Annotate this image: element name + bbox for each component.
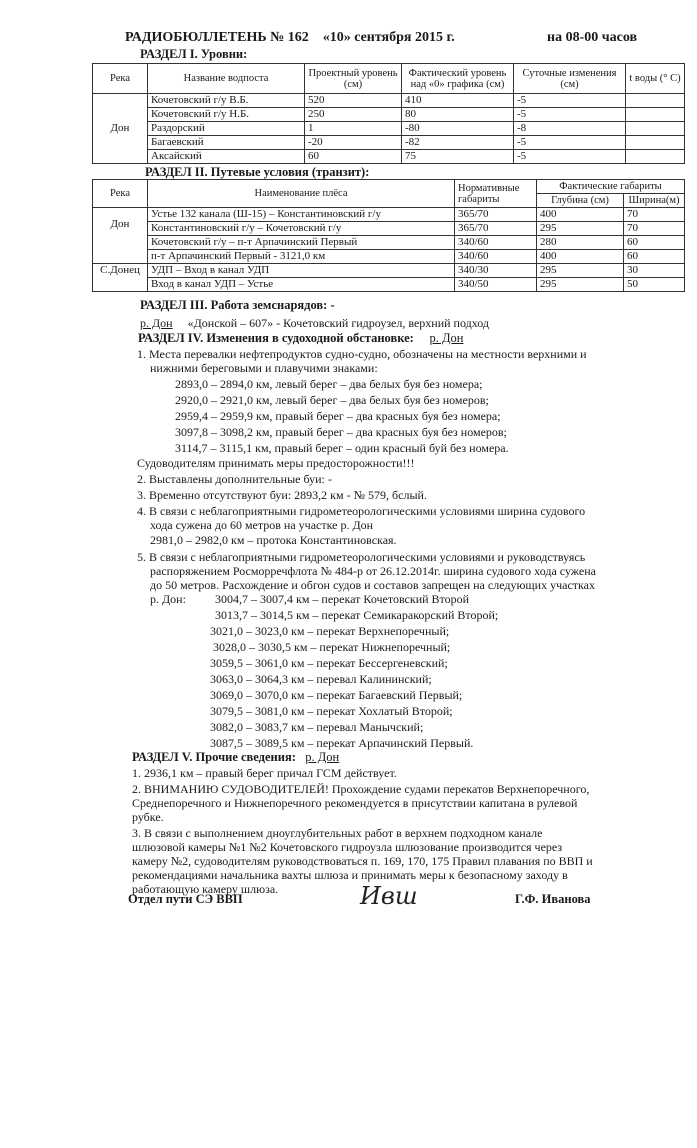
s5-p3c: камеру №2, судоводителям руководствоваться п. 169, 170, 175 Правил плавания по ВВП и bbox=[132, 854, 593, 868]
section3-text: «Донской – 607» - Кочетовский гидроузел, верхний подход bbox=[187, 316, 490, 330]
levels-fact: 80 bbox=[402, 108, 514, 122]
footer-name: Г.Ф. Иванова bbox=[515, 892, 591, 906]
table-row bbox=[93, 236, 685, 250]
s4-p1-item: 3097,8 – 3098,2 км, правый берег – два красных буя без номеров; bbox=[175, 425, 507, 439]
s4-p5-item: 3087,5 – 3089,5 км – перекат Арпачинский Первый. bbox=[210, 736, 474, 750]
bulletin-title: РАДИОБЮЛЛЕТЕНЬ № 162 bbox=[125, 30, 309, 45]
levels-name: Кочетовский г/у В.Б. bbox=[148, 94, 305, 108]
s4-p5-item: 3059,5 – 3061,0 км – перекат Бессергеневский; bbox=[210, 656, 448, 670]
transit-width: 70 bbox=[624, 208, 685, 222]
levels-name: Кочетовский г/у Н.Б. bbox=[148, 108, 305, 122]
levels-name: Аксайский bbox=[148, 150, 305, 164]
levels-name: Багаевский bbox=[148, 136, 305, 150]
s4-p4a: 4. В связи с неблагоприятными гидрометеорологическими условиями ширина судового bbox=[137, 504, 586, 518]
s4-p3: 3. Временно отсутствуют буи: 2893,2 км - № 579, бслый. bbox=[137, 488, 427, 502]
levels-proj: 1 bbox=[305, 122, 402, 136]
levels-change: -8 bbox=[514, 122, 626, 136]
bulletin-header bbox=[125, 30, 638, 46]
transit-header-width: Ширина(м) bbox=[624, 194, 685, 208]
transit-river-don: Дон bbox=[93, 208, 148, 264]
section2-title: РАЗДЕЛ II. Путевые условия (транзит): bbox=[145, 165, 370, 179]
transit-width: 60 bbox=[624, 236, 685, 250]
transit-river-sdonets: С.Донец bbox=[93, 264, 148, 292]
footer-dept: Отдел пути СЭ ВВП bbox=[128, 892, 243, 906]
section4-river: р. Дон bbox=[429, 331, 464, 345]
s4-p1-item: 2959,4 – 2959,9 км, правый берег – два красных буя без номера; bbox=[175, 409, 501, 423]
s4-p1-item: 3114,7 – 3115,1 км, правый берег – один красный буй без номера. bbox=[175, 441, 509, 455]
levels-change: -5 bbox=[514, 94, 626, 108]
bulletin-time: на 08-00 часов bbox=[547, 30, 638, 45]
levels-temp bbox=[626, 136, 685, 150]
s4-p1a: 1. Места перевалки нефтепродуктов судно-судно, обозначены на местности верхними и bbox=[137, 347, 587, 361]
s4-p5c: до 50 метров. Расхождение и обгон судов и составов запрещен на следующих участках bbox=[150, 578, 595, 592]
levels-temp bbox=[626, 108, 685, 122]
levels-header-name: Название водпоста bbox=[148, 64, 305, 94]
s4-p4b: хода сужена до 60 метров на участке р. Дон bbox=[150, 518, 374, 532]
s4-p1b: нижними береговыми и плавучими знаками: bbox=[150, 361, 378, 375]
table-row bbox=[93, 264, 685, 278]
transit-depth: 295 bbox=[537, 222, 624, 236]
s4-p5-item: 3013,7 – 3014,5 км – перекат Семикаракорский Второй; bbox=[215, 608, 499, 622]
levels-header-proj: Проектный уровень (см) bbox=[305, 64, 402, 94]
s5-p1: 1. 2936,1 км – правый берег причал ГСМ действует. bbox=[132, 766, 397, 780]
table-row bbox=[93, 222, 685, 236]
s4-p5a: 5. В связи с неблагоприятными гидрометеорологическими условиями и руководствуясь bbox=[137, 550, 586, 564]
signature: Ивш bbox=[360, 882, 418, 910]
s4-p5-river: р. Дон: bbox=[150, 592, 186, 606]
section3-line bbox=[140, 316, 489, 330]
s4-p5-item: 3079,5 – 3081,0 км – перекат Хохлатый Второй; bbox=[210, 704, 453, 718]
levels-fact: 75 bbox=[402, 150, 514, 164]
s5-p3e: работающую камеру шлюза. bbox=[132, 882, 279, 896]
transit-width: 50 bbox=[624, 278, 685, 292]
transit-name: Вход в канал УДП – Устье bbox=[148, 278, 455, 292]
section4-title-line bbox=[138, 331, 463, 346]
levels-temp bbox=[626, 150, 685, 164]
transit-name: Устье 132 канала (Ш-15) – Константиновский г/у bbox=[148, 208, 455, 222]
s4-p5-item: 3004,7 – 3007,4 км – перекат Кочетовский Второй bbox=[215, 592, 470, 606]
transit-norm: 340/60 bbox=[455, 236, 537, 250]
bulletin-date: «10» сентября 2015 г. bbox=[322, 30, 455, 45]
s4-p5-item: 3069,0 – 3070,0 км – перекат Багаевский Первый; bbox=[210, 688, 463, 702]
transit-norm: 365/70 bbox=[455, 222, 537, 236]
transit-norm: 340/60 bbox=[455, 250, 537, 264]
section5-title: РАЗДЕЛ V. Прочие сведения: bbox=[132, 750, 296, 764]
s5-p3b: шлюзовой камеры №1 №2 Кочетовского гидроузла шлюзование производится через bbox=[132, 840, 563, 854]
s4-p5-item: 3028,0 – 3030,5 км – перекат Нижнепоречный; bbox=[213, 640, 451, 654]
s5-p3d: рекомендациями начальника вахты шлюза и принимать меры к безопасному заходу в bbox=[132, 868, 568, 882]
levels-fact: 410 bbox=[402, 94, 514, 108]
levels-table bbox=[92, 63, 685, 164]
levels-header-fact: Фактический уровень над «0» графика (см) bbox=[402, 64, 514, 94]
s5-p2b: Среднепоречного и Нижнепоречного рекомендуется в присутствии капитана в рулевой bbox=[132, 796, 578, 810]
levels-header-river: Река bbox=[93, 64, 148, 94]
levels-proj: 520 bbox=[305, 94, 402, 108]
s4-p5b: распоряжением Росморречфлота № 484-р от 26.12.2014г. ширина судового хода сужена bbox=[150, 564, 596, 578]
section4-title: РАЗДЕЛ IV. Изменения в судоходной обстановке: bbox=[138, 331, 414, 345]
transit-width: 60 bbox=[624, 250, 685, 264]
s4-p1-item: 2920,0 – 2921,0 км, левый берег – два белых буя без номеров; bbox=[175, 393, 489, 407]
s4-warning: Судоводителям принимать меры предосторожности!!! bbox=[137, 456, 415, 470]
s4-p5-item: 3063,0 – 3064,3 км – перевал Калининский; bbox=[210, 672, 432, 686]
table-row bbox=[93, 94, 685, 108]
table-row bbox=[93, 208, 685, 222]
levels-proj: 250 bbox=[305, 108, 402, 122]
s4-p2: 2. Выставлены дополнительные буи: - bbox=[137, 472, 332, 486]
transit-depth: 400 bbox=[537, 250, 624, 264]
section1-title: РАЗДЕЛ I. Уровни: bbox=[140, 47, 248, 61]
section3-title: РАЗДЕЛ III. Работа земснарядов: - bbox=[140, 298, 335, 312]
transit-width: 70 bbox=[624, 222, 685, 236]
transit-depth: 280 bbox=[537, 236, 624, 250]
section5-title-line bbox=[132, 750, 339, 765]
transit-depth: 400 bbox=[537, 208, 624, 222]
levels-proj: 60 bbox=[305, 150, 402, 164]
transit-header-river: Река bbox=[93, 180, 148, 208]
transit-name: п-т Арпачинский Первый - 3121,0 км bbox=[148, 250, 455, 264]
table-row bbox=[93, 136, 685, 150]
levels-change: -5 bbox=[514, 136, 626, 150]
table-row bbox=[93, 122, 685, 136]
transit-depth: 295 bbox=[537, 278, 624, 292]
levels-fact: -80 bbox=[402, 122, 514, 136]
table-row bbox=[93, 150, 685, 164]
levels-header-temp: t воды (° С) bbox=[626, 64, 685, 94]
section3-river: р. Дон bbox=[140, 316, 173, 330]
levels-change: -5 bbox=[514, 150, 626, 164]
transit-depth: 295 bbox=[537, 264, 624, 278]
table-row bbox=[93, 278, 685, 292]
transit-header-fact: Фактические габариты bbox=[537, 180, 685, 194]
s4-p1-item: 2893,0 – 2894,0 км, левый берег – два белых буя без номера; bbox=[175, 377, 483, 391]
s5-p2a: 2. ВНИМАНИЮ СУДОВОДИТЕЛЕЙ! Прохождение судами перекатов Верхнепоречного, bbox=[132, 782, 590, 796]
table-row bbox=[93, 250, 685, 264]
transit-width: 30 bbox=[624, 264, 685, 278]
transit-name: УДП – Вход в канал УДП bbox=[148, 264, 455, 278]
s5-p2c: рубке. bbox=[132, 810, 164, 824]
levels-header-change: Суточные изменения (см) bbox=[514, 64, 626, 94]
transit-norm: 340/30 bbox=[455, 264, 537, 278]
transit-header-name: Наименование плёса bbox=[148, 180, 455, 208]
s4-p5-item: 3082,0 – 3083,7 км – перевал Манычский; bbox=[210, 720, 424, 734]
transit-header-depth: Глубина (см) bbox=[537, 194, 624, 208]
transit-table bbox=[92, 179, 685, 292]
transit-norm: 340/50 bbox=[455, 278, 537, 292]
transit-name: Кочетовский г/у – п-т Арпачинский Первый bbox=[148, 236, 455, 250]
levels-river: Дон bbox=[93, 94, 148, 164]
transit-norm: 365/70 bbox=[455, 208, 537, 222]
section5-river: р. Дон bbox=[305, 750, 340, 764]
levels-name: Раздорский bbox=[148, 122, 305, 136]
s4-p5-item: 3021,0 – 3023,0 км – перекат Верхнепоречный; bbox=[210, 624, 450, 638]
transit-name: Константиновский г/у – Кочетовский г/у bbox=[148, 222, 455, 236]
levels-change: -5 bbox=[514, 108, 626, 122]
transit-header-norm: Нормативные габариты bbox=[455, 180, 537, 208]
levels-temp bbox=[626, 122, 685, 136]
levels-temp bbox=[626, 94, 685, 108]
levels-proj: -20 bbox=[305, 136, 402, 150]
s5-p3a: 3. В связи с выполнением дноуглубительных работ в верхнем подходном канале bbox=[132, 826, 543, 840]
s4-p4c: 2981,0 – 2982,0 км – протока Константиновская. bbox=[150, 533, 397, 547]
levels-fact: -82 bbox=[402, 136, 514, 150]
table-row bbox=[93, 108, 685, 122]
